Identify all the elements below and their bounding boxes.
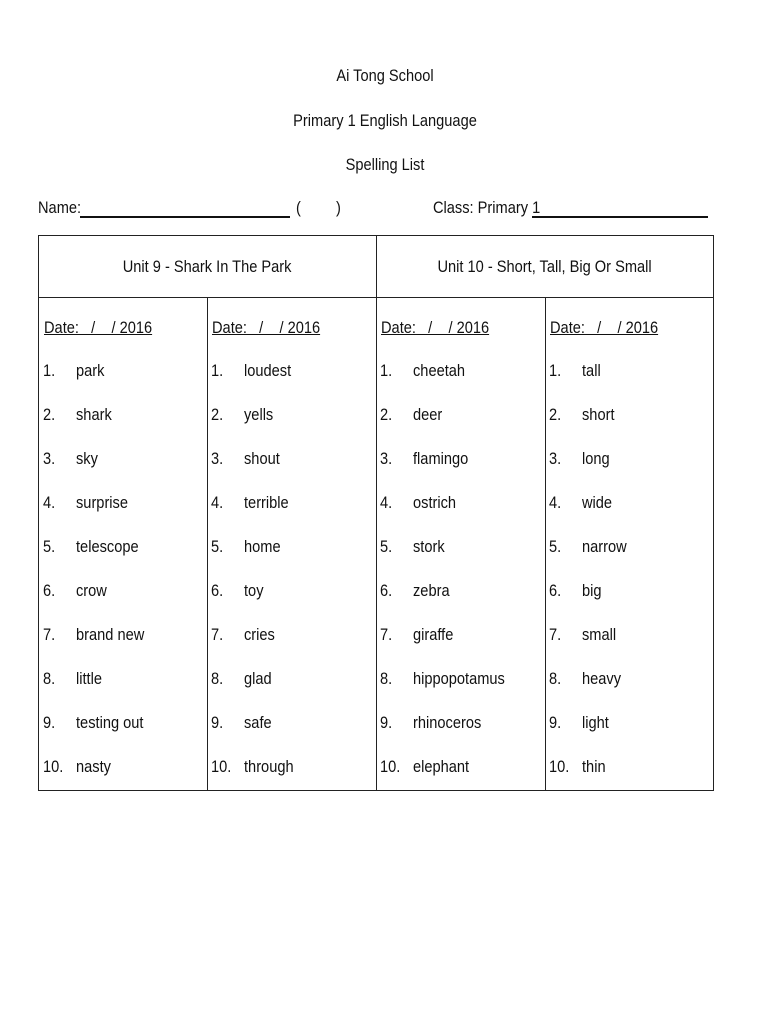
word-column <box>207 298 376 790</box>
item-number: 10. <box>211 757 232 776</box>
name-class-row <box>38 198 710 224</box>
register-number-open: ( <box>296 198 301 217</box>
item-number: 9. <box>549 713 562 732</box>
spelling-word: rhinoceros <box>413 713 482 732</box>
word-column <box>376 298 545 790</box>
spelling-word: loudest <box>244 361 292 380</box>
spelling-word: park <box>76 361 105 380</box>
subject-line: Primary 1 English Language <box>293 111 477 130</box>
spelling-word: elephant <box>413 757 470 776</box>
spelling-word: stork <box>413 537 445 556</box>
item-number: 9. <box>43 713 56 732</box>
item-number: 7. <box>43 625 56 644</box>
spelling-word: flamingo <box>413 449 469 468</box>
spelling-table <box>38 235 714 791</box>
item-number: 4. <box>43 493 56 512</box>
spelling-word: thin <box>582 757 606 776</box>
item-number: 5. <box>549 537 562 556</box>
page-title: Spelling List <box>345 155 425 174</box>
item-number: 1. <box>43 361 56 380</box>
spelling-word: telescope <box>76 537 139 556</box>
spelling-word: surprise <box>76 493 129 512</box>
spelling-word: narrow <box>582 537 627 556</box>
spelling-word: hippopotamus <box>413 669 505 688</box>
spelling-word: crow <box>76 581 107 600</box>
name-label: Name: <box>38 198 82 217</box>
spelling-word: small <box>582 625 617 644</box>
word-column <box>39 298 207 790</box>
spelling-word: short <box>582 405 615 424</box>
item-number: 8. <box>211 669 224 688</box>
item-number: 10. <box>549 757 570 776</box>
item-number: 3. <box>549 449 562 468</box>
unit-10-heading: Unit 10 - Short, Tall, Big Or Small <box>376 236 713 298</box>
item-number: 3. <box>43 449 56 468</box>
spelling-word: terrible <box>244 493 289 512</box>
spelling-word: shark <box>76 405 112 424</box>
spelling-word: brand new <box>76 625 145 644</box>
item-number: 4. <box>211 493 224 512</box>
item-number: 6. <box>380 581 393 600</box>
item-number: 2. <box>380 405 393 424</box>
item-number: 2. <box>549 405 562 424</box>
date-field: Date: / / 2016 <box>550 318 659 337</box>
spelling-word: ostrich <box>413 493 457 512</box>
item-number: 5. <box>211 537 224 556</box>
item-number: 9. <box>380 713 393 732</box>
spelling-word: light <box>582 713 609 732</box>
item-number: 7. <box>380 625 393 644</box>
item-number: 7. <box>549 625 562 644</box>
item-number: 8. <box>43 669 56 688</box>
spelling-word: giraffe <box>413 625 454 644</box>
spelling-word: little <box>76 669 103 688</box>
spelling-word: through <box>244 757 294 776</box>
item-number: 3. <box>211 449 224 468</box>
spelling-word: wide <box>582 493 613 512</box>
item-number: 5. <box>43 537 56 556</box>
spelling-word: home <box>244 537 281 556</box>
item-number: 1. <box>549 361 562 380</box>
spelling-word: testing out <box>76 713 144 732</box>
date-field: Date: / / 2016 <box>44 318 153 337</box>
class-label: Class: Primary 1 <box>433 198 541 217</box>
spelling-word: cheetah <box>413 361 466 380</box>
item-number: 6. <box>211 581 224 600</box>
item-number: 10. <box>380 757 401 776</box>
name-blank[interactable] <box>80 198 290 218</box>
item-number: 7. <box>211 625 224 644</box>
item-number: 2. <box>211 405 224 424</box>
spelling-word: sky <box>76 449 98 468</box>
item-number: 6. <box>549 581 562 600</box>
date-field: Date: / / 2016 <box>381 318 490 337</box>
date-field: Date: / / 2016 <box>212 318 321 337</box>
spelling-word: deer <box>413 405 443 424</box>
spelling-word: long <box>582 449 610 468</box>
spelling-word: glad <box>244 669 272 688</box>
spelling-word: nasty <box>76 757 111 776</box>
item-number: 2. <box>43 405 56 424</box>
unit-9-heading: Unit 9 - Shark In The Park <box>39 236 376 298</box>
spelling-word: shout <box>244 449 280 468</box>
school-name: Ai Tong School <box>336 66 434 85</box>
class-blank[interactable] <box>532 198 708 218</box>
spelling-word: cries <box>244 625 275 644</box>
spelling-word: zebra <box>413 581 450 600</box>
spelling-word: tall <box>582 361 601 380</box>
item-number: 1. <box>211 361 224 380</box>
item-number: 3. <box>380 449 393 468</box>
spelling-word: big <box>582 581 602 600</box>
spelling-word: heavy <box>582 669 622 688</box>
item-number: 8. <box>380 669 393 688</box>
spelling-word: safe <box>244 713 272 732</box>
spelling-word: yells <box>244 405 274 424</box>
word-column <box>545 298 713 790</box>
register-number-close: ) <box>336 198 341 217</box>
item-number: 8. <box>549 669 562 688</box>
item-number: 4. <box>380 493 393 512</box>
spelling-word: toy <box>244 581 264 600</box>
item-number: 6. <box>43 581 56 600</box>
item-number: 10. <box>43 757 64 776</box>
item-number: 4. <box>549 493 562 512</box>
item-number: 9. <box>211 713 224 732</box>
item-number: 5. <box>380 537 393 556</box>
item-number: 1. <box>380 361 393 380</box>
